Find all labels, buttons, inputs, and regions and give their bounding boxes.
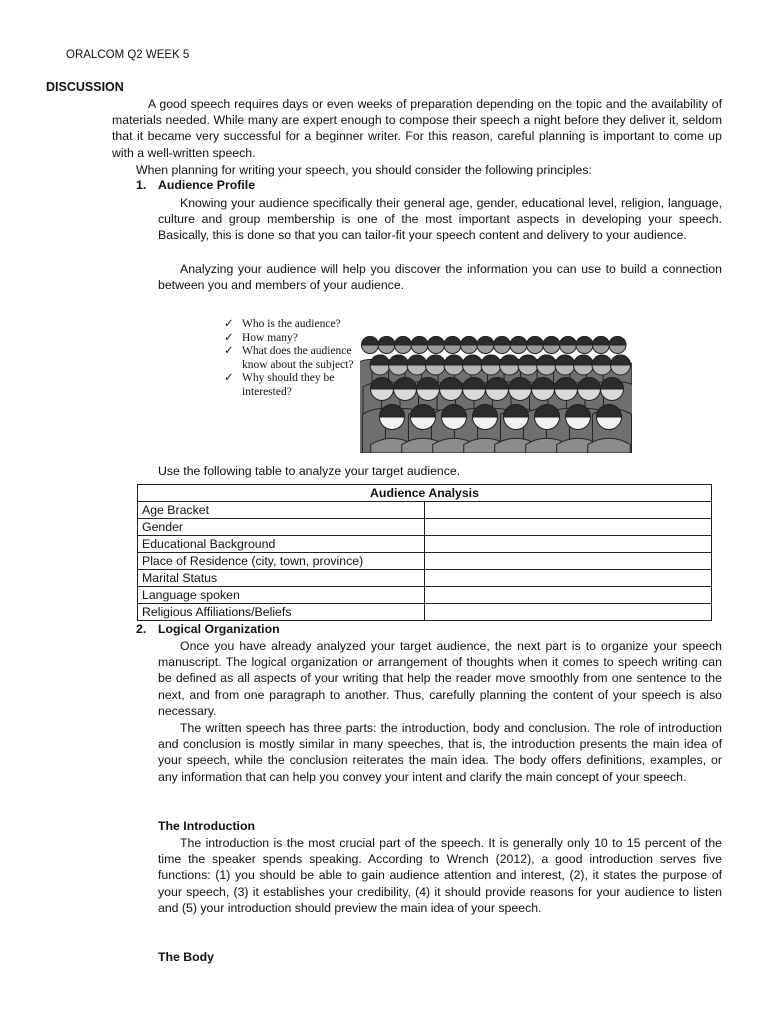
check-icon: ✓ (224, 372, 234, 384)
table-row: Place of Residence (city, town, province) (138, 553, 712, 570)
checklist-item: ✓ Why should they be interested? (224, 372, 335, 398)
checklist-item: ✓ How many? (224, 331, 298, 344)
answer-cell[interactable] (425, 587, 712, 604)
section2-heading (136, 622, 280, 636)
section2-title: Logical Organization (158, 622, 280, 636)
answer-cell[interactable] (425, 553, 712, 570)
section1-title: Audience Profile (158, 178, 256, 192)
body-heading: The Body (158, 950, 215, 964)
discussion-heading: DISCUSSION (46, 80, 124, 94)
section1-para1: Knowing your audience specifically their general age, gender, educational level, religion, language, culture and group membership is one of the most important aspects in developing your speech. Basically, this is done so that you can tailor-fit your speech content and delivery to your audience. (158, 196, 722, 243)
intro-paragraph: A good speech requires days or even weeks of preparation depending on the topic and the availability of materials needed. While many are expert enough to compose their speech a night before they deliver it, seldom that it became very successful for a beginner writer. For this reason, careful planning is important to come up with a well-written speech. (112, 97, 722, 160)
table-row: Age Bracket (138, 502, 712, 519)
check-icon: ✓ (224, 331, 234, 344)
section1-heading (136, 178, 255, 192)
section1-para2: Analyzing your audience will help you discover the information you can use to build a connection between you and members of your audience. (158, 262, 722, 293)
table-row: Marital Status (138, 570, 712, 587)
answer-cell[interactable] (425, 604, 712, 621)
crowd-illustration (360, 323, 632, 453)
table-row: Language spoken (138, 587, 712, 604)
checklist-item: ✓ Who is the audience? (224, 318, 341, 330)
check-icon: ✓ (224, 345, 234, 357)
section2-para2: The written speech has three parts: the introduction, body and conclusion. The role of introduction and conclusion is mostly similar in many speeches, that is, the introduction presents the main idea of your speech, while the conclusion reiterates the main idea. The body offers definitions, examples, or any information that can help you convey your intent and clarify the main concept of your speech. (158, 721, 722, 784)
document-header: ORALCOM Q2 WEEK 5 (66, 49, 190, 61)
answer-cell[interactable] (425, 519, 712, 536)
introduction-heading: The Introduction (158, 819, 255, 833)
table-row: Religious Affiliations/Beliefs (138, 604, 712, 621)
table-caption: Use the following table to analyze your target audience. (158, 464, 461, 478)
table-row: Gender (138, 519, 712, 536)
section1-number: 1. (136, 178, 147, 192)
answer-cell[interactable] (425, 570, 712, 587)
answer-cell[interactable] (425, 536, 712, 553)
table-row: Educational Background (138, 536, 712, 553)
table-title: Audience Analysis (138, 485, 712, 502)
planning-line: When planning for writing your speech, you should consider the following principles: (136, 163, 592, 177)
audience-checklist (224, 318, 354, 399)
checklist-item: ✓ What does the audience know about the subject? (224, 345, 354, 371)
section2-number: 2. (136, 622, 147, 636)
answer-cell[interactable] (425, 502, 712, 519)
introduction-para: The introduction is the most crucial part of the speech. It is generally only 10 to 15 percent of the time the speaker spends speaking. According to Wrench (2012), a good introduction serves five functions: (1) you should be able to gain audience attention and interest, (2), it states the purpose of your speech, (3) it establishes your credibility, (4) it should provide reasons for your audience to listen and (5) your introduction should preview the main idea of your speech. (158, 836, 722, 915)
section2-para1: Once you have already analyzed your target audience, the next part is to organize your speech manuscript. The logical organization or arrangement of thoughts when it comes to speech writing can be defined as all aspects of your writing that help the reader move smoothly from one sentence to the next, and from one paragraph to another. Thus, carefully planning the content of your speech is also necessary. (158, 639, 722, 718)
audience-analysis-table (137, 484, 712, 621)
check-icon: ✓ (224, 318, 234, 330)
